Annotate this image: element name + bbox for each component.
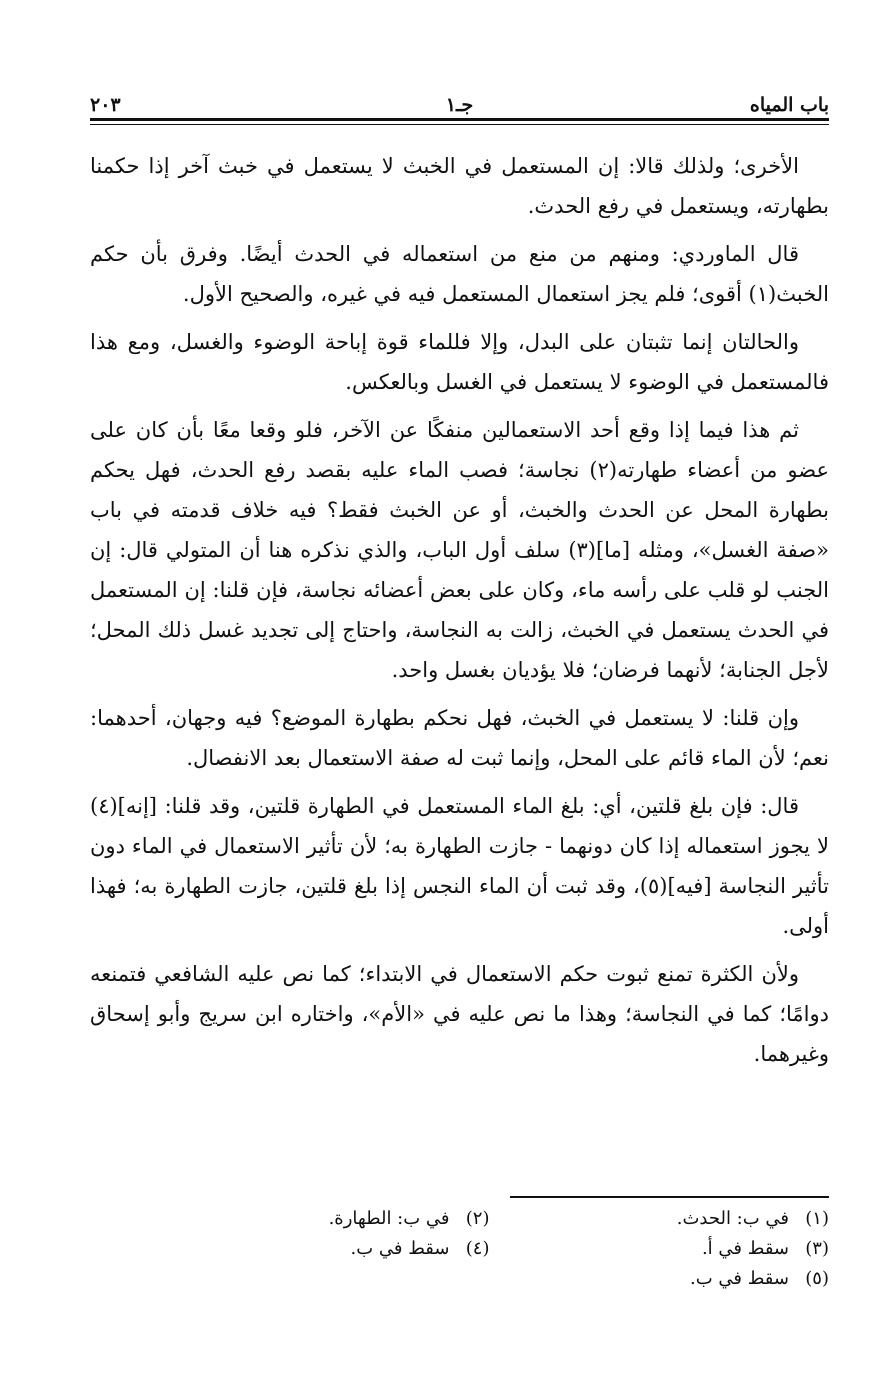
footnote xyxy=(150,1208,490,1238)
chapter-title: باب المياه xyxy=(749,94,829,116)
footnote-number: (١) xyxy=(805,1208,829,1229)
footnote-number: (٥) xyxy=(805,1268,829,1289)
paragraph: والحالتان إنما تثبتان على البدل، وإلا فللماء قوة إباحة الوضوء والغسل، ومع هذا فالمستعمل في الوضوء لا يستعمل في الغسل وبالعكس. xyxy=(90,330,829,394)
running-header xyxy=(90,82,829,116)
footnote-number: (٢) xyxy=(465,1208,490,1229)
header-rule-thick xyxy=(90,118,829,121)
footnote-text: في ب: الطهارة. xyxy=(328,1208,450,1229)
footnote-text: سقط في ب. xyxy=(350,1238,450,1259)
footnote xyxy=(490,1208,830,1238)
footnote-text: في ب: الحدث. xyxy=(676,1208,789,1229)
paragraph: ثم هذا فيما إذا وقع أحد الاستعمالين منفكًا عن الآخر، فلو وقعا معًا بأن كان على عضو من أعضاء طهارته(٢) نجاسة؛ فصب الماء عليه بقصد رفع الحدث، فهل يحكم بطهارة المحل عن الحدث والخبث، أو عن الخبث فقط؟ فيه خلاف قدمته في باب «صفة الغسل»، ومثله [ما](٣) سلف أول الباب، والذي نذكره هنا أن المتولي قال: إن الجنب لو قلب على رأسه ماء، وكان على بعض أعضائه نجاسة، فإن قلنا: إن المستعمل في الحدث يستعمل في الخبث، زالت به النجاسة، واحتاج إلى تجديد غسل ذلك المحل؛ لأجل الجنابة؛ لأنهما فرضان؛ فلا يؤديان بغسل واحد. xyxy=(90,418,829,682)
paragraph: قال: فإن بلغ قلتين، أي: بلغ الماء المستعمل في الطهارة قلتين، وقد قلنا: [إنه](٤) لا يجوز استعماله إذا كان دونهما - جازت الطهارة به؛ لأن تأثير الاستعمال في الماء دون تأثير النجاسة [فيه](٥)، وقد ثبت أن الماء النجس إذا بلغ قلتين، جازت الطهارة به؛ فهذا أولى. xyxy=(90,794,829,938)
footnote-text: سقط في ب. xyxy=(690,1268,789,1289)
paragraph: وإن قلنا: لا يستعمل في الخبث، فهل نحكم بطهارة الموضع؟ فيه وجهان، أحدهما: نعم؛ لأن الماء قائم على المحل، وإنما ثبت له صفة الاستعمال بعد الانفصال. xyxy=(90,706,829,770)
main-text xyxy=(90,146,829,1082)
footnote xyxy=(490,1238,830,1268)
paragraph: قال الماوردي: ومنهم من منع من استعماله في الحدث أيضًا. وفرق بأن حكم الخبث(١) أقوى؛ فلم يجز استعمال المستعمل فيه في غيره، والصحيح الأول. xyxy=(90,242,829,306)
footnote xyxy=(490,1268,830,1298)
footnote-text: سقط في أ. xyxy=(701,1238,789,1259)
footnote-separator xyxy=(510,1196,829,1198)
footnotes xyxy=(150,1208,829,1298)
footnote-number: (٣) xyxy=(805,1238,829,1259)
page-number: ٢٠٣ xyxy=(90,94,121,116)
footnote xyxy=(150,1238,490,1268)
header-rule-thin xyxy=(90,124,829,125)
volume-label: جـ١ xyxy=(445,94,474,116)
footnote-number: (٤) xyxy=(465,1238,490,1259)
paragraph: ولأن الكثرة تمنع ثبوت حكم الاستعمال في الابتداء؛ كما نص عليه الشافعي فتمنعه دوامًا؛ كما في النجاسة؛ وهذا ما نص عليه في «الأم»، واختاره ابن سريج وأبو إسحاق وغيرهما. xyxy=(90,962,829,1066)
paragraph: الأخرى؛ ولذلك قالا: إن المستعمل في الخبث لا يستعمل في خبث آخر إذا حكمنا بطهارته، ويستعمل في رفع الحدث. xyxy=(90,154,829,218)
